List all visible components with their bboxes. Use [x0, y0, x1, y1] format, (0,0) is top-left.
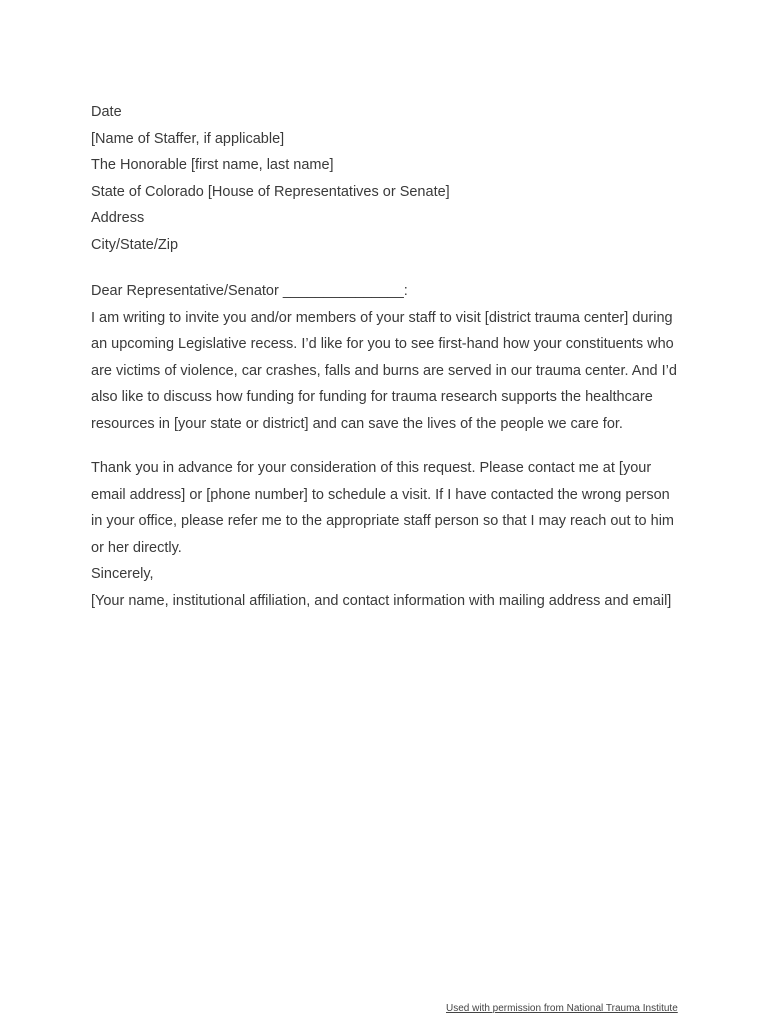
letter-body	[91, 99, 691, 614]
date-line: Date	[91, 104, 122, 120]
signature-block: [Your name, institutional affiliation, and contact information with mailing address and email]	[91, 592, 672, 609]
permission-credit: Used with permission from National Trauma Institute	[446, 1003, 678, 1014]
honorable-line: The Honorable [first name, last name]	[91, 157, 334, 173]
chamber-line: State of Colorado [House of Representatives or Senate]	[91, 183, 450, 200]
address-line: Address	[91, 210, 145, 226]
paragraph-thanks: Thank you in advance for your consideration of this request. Please contact me at [your email address] or [phone number] to schedule a visit. If I have contacted the wrong person in your office, please refer me to the appropriate staff person so that I may reach out to him or her directly.	[91, 460, 675, 556]
paragraph-invitation: I am writing to invite you and/or members of your staff to visit [district trauma center] during an upcoming Legislative recess. I’d like for you to see first-hand how your constituents who are victims of violence, car crashes, falls and burns are served in our trauma center. And I’d also like to discuss how funding for funding for trauma research supports the healthcare resources in [your state or district] and can save the lives of the people we care for.	[91, 309, 677, 432]
salutation: Dear Representative/Senator _______________:	[91, 283, 408, 299]
staffer-line: [Name of Staffer, if applicable]	[91, 130, 285, 147]
city-state-zip-line: City/State/Zip	[91, 236, 179, 253]
closing: Sincerely,	[91, 566, 154, 582]
